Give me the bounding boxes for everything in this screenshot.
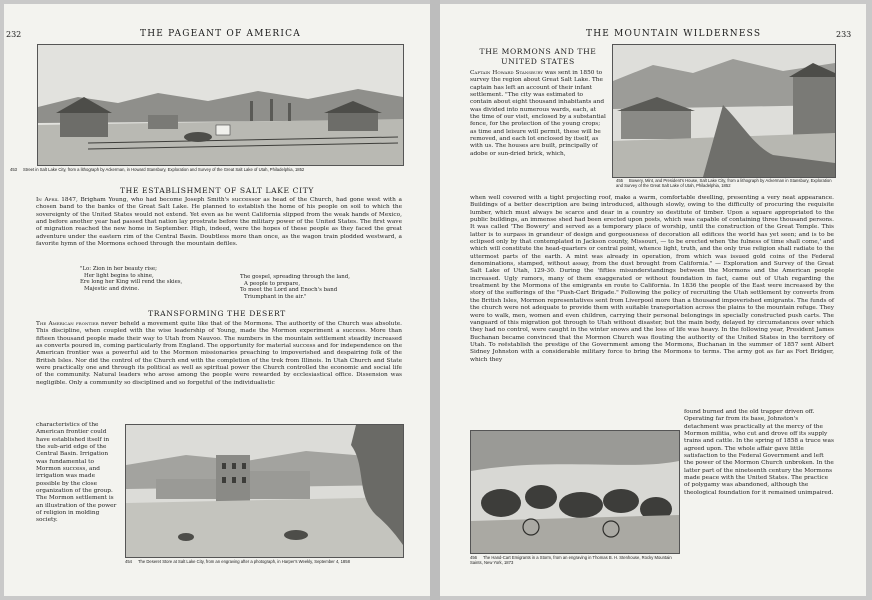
establishment-text: Brigham Young, who had become Joseph Smith's successor as head of the Church, had gone west with a chosen band to the banks of the Great Salt Lake. He planned to establish the home of his people on soil to which the sovereignty of the United States would not extend. Yet even as he went California slipped from the weak hands of Mexico, and before another year had passed that nation lay prostrate before the military power of the United States. The first wave of migration reached the new home in September. High, indeed, were the hopes of these people as they faced the great adventure under the eastern rim of the Central Basin. Doubtless more than once, as the wagon train plodded westward, a favorite hymn of the Mormons echoed through the mountain defiles. bbox=[36, 197, 402, 248]
section-heading-mormons-us bbox=[470, 47, 606, 67]
establishment-lead: In April 1847, bbox=[36, 197, 78, 203]
hymn-left-stanza bbox=[80, 266, 182, 292]
hymn-line: Majestic and divine. bbox=[84, 285, 140, 292]
figure-453-number: 453 bbox=[10, 167, 17, 172]
hymn-right-stanza bbox=[240, 274, 350, 300]
stansbury-column-text: was sent in 1850 to survey the region about Great Salt Lake. The captain has left an account of their infant settlement. "The city was estimated to contain about eight thousand inhabitants and was divided into numerous wards, each, at the time of our visit, enclosed by a substantial fence, for the protection of the young crops; as time and leisure will permit, these will be removed, and each lot enclosed by itself, as with us. The houses are built, principally of adobe or sun-dried brick, which, bbox=[470, 70, 606, 157]
figure-453-caption bbox=[10, 167, 428, 172]
figure-street-salt-lake bbox=[37, 44, 404, 166]
establishment-paragraph bbox=[36, 197, 402, 248]
heading-line-1: THE MORMONS AND THE bbox=[479, 47, 597, 56]
mormons-us-full-text: when well covered with a tight projecting roof, make a warm, comfortable dwelling, presenting a very neat appearance. Buildings of a better description are being introduced, although slowly, owing to the difficulty of procuring the requisite lumber, which must always be scarce and dear in a country so destitute of timber. Upon a square appropriated to the public buildings, an immense shed had been erected upon posts, which was capable of containing three thousand persons. It was called 'The Bowery' and served as a temporary place of worship, until the construction of the Great Temple. This latter is to surpass in grandeur of design and gorgeousness of decoration all edifices the world has yet seen; and is to be eclipsed only by that contemplated in Jackson county, Missouri, — to be erected when 'the fulness of time shall come,' and which will constitute the head-quarters or central point, whence light, truth, and the only true religion shall radiate to the uttermost parts of the earth. A mint was already in operation, from which was issued gold coins of the Federal denominations, stamped, without assay, from the dust brought from California." — Exploration and Survey of the Great Salt Lake of Utah, 129-30. During the 'fifties misunderstandings between the Mormons and the American people increased. Ugly rumors, many of them exaggerated or without foundation in fact, came out of Utah regarding the treatment by the Mormons of the emigrants en route to California. In 1836 the people of the East were increased by the story of the sufferings of the "Push-Cart Brigade." Following the policy of recruiting the Utah settlement by converts from the British Isles, Mormon representatives sent from Liverpool more than a thousand impoverished emigrants. The funds of the church were not adequate to provide them with suitable transportation across the plains to the mountain refuge. They were to walk, men, women and even children, carrying their personal belongings in specially constructed push carts. The vanguard of this migration got through to Utah without disaster, but the main body, delayed by circumstances over which they had no control, were caught in the winter snows and the loss of life was heavy. In the following year, President James Buchanan became convinced that the Mormon Church was flouting the authority of the United States in the territory of Utah. To reëstablish the prestige of the Government among the Mormons, Buchanan in the summer of 1857 sent Albert Sidney Johnston with a considerable military force to bring the Mormons to terms. The army got as far as Fort Bridger, which they bbox=[470, 195, 834, 363]
figure-454-number: 454 bbox=[125, 559, 132, 564]
figure-456-caption bbox=[470, 555, 680, 565]
mormons-us-side-text: found burned and the old trapper driven off. Operating far from its base, Johnston's detachment was practically at the mercy of the Mormon militia, who cut and drove off its supply trains and cattle. In the spring of 1858 a truce was agreed upon. The whole affair gave little satisfaction to the Federal Government and left the power of the Mormon Church unbroken. In the latter part of the nineteenth century the Mormons made peace with the United States. The practice of polygamy was abandoned, although the theological foundation for it remained unimpaired. bbox=[684, 409, 834, 496]
left-page-number: 232 bbox=[6, 30, 22, 39]
transforming-paragraph bbox=[36, 321, 402, 387]
hymn-line: Her light begins to shine, bbox=[84, 272, 154, 279]
figure-456-number: 456 bbox=[470, 555, 477, 560]
figure-deseret-store bbox=[125, 424, 404, 558]
figure-456-caption-text: The Hand-Cart Emigrants in a Storm, from an engraving in Thomas B. H. Stenhouse, Rocky Mountain Saints, New York, 1873 bbox=[470, 555, 672, 565]
figure-455-caption bbox=[616, 178, 834, 188]
section-heading-transforming: TRANSFORMING THE DESERT bbox=[148, 309, 286, 318]
figure-453-caption-text: Street in Salt Lake City, from a lithograph by Ackerman, in Howard Stansbury, Exploration and Survey of the Great Salt Lake of Utah, Philadelphia, 1852 bbox=[23, 167, 305, 172]
section-heading-establishment: THE ESTABLISHMENT OF SALT LAKE CITY bbox=[120, 186, 314, 195]
transforming-side-paragraph: characteristics of the American frontier could have established itself in the sub-arid edge of the Central Basin. Irrigation was fundamental to Mormon success, and irrigation was made possible by the close organization of the group. The Mormon settlement is an illustration of the power of religion in molding society. bbox=[36, 422, 117, 524]
left-running-head: THE PAGEANT OF AMERICA bbox=[140, 29, 301, 39]
figure-454-caption-text: The Deseret Store at Salt Lake City, from an engraving after a photograph, in Harper's Weekly, September 4, 1858 bbox=[138, 559, 350, 564]
figure-454-caption bbox=[125, 559, 402, 564]
hymn-line: "Lo: Zion in her beauty rise; bbox=[80, 266, 157, 272]
figure-bowery-mint bbox=[612, 44, 836, 178]
page-gutter bbox=[430, 0, 440, 600]
transforming-text: never beheld a movement quite like that of the Mormons. The authority of the Church was absolute. This discipline, when coupled with the wise leadership of Young, made the Mormon experiment a success. More than fifteen thousand people made their way to Utah from Nauvoo. The numbers in the mountain settlement steadily increased as converts poured in, coming particularly from England. The opportunity for material success and for independence on the American frontier was a powerful aid to the Mormon missionaries preaching to impoverished and despairing folk of the British Isles. Nor did the control of the Church end with the completion of the trek from Illinois. In Utah Church and State were practically one and through its political as well as spiritual power the Church controlled the economic and social life of the community. Natural leaders who arose among the people were rewarded by ecclesiastical office. Dissension was negligible. Only a community so disciplined and so forgetful of the individualistic bbox=[36, 321, 403, 386]
figure-hand-cart-emigrants bbox=[470, 430, 680, 554]
left-page bbox=[4, 4, 430, 596]
hymn-line: The gospel, spreading through the land, bbox=[240, 274, 350, 280]
right-running-head: THE MOUNTAIN WILDERNESS bbox=[586, 29, 762, 39]
stansbury-lead: Captain Howard Stansbury bbox=[470, 70, 543, 76]
heading-line-2: UNITED STATES bbox=[501, 57, 575, 66]
figure-455-number: 455 bbox=[616, 178, 623, 183]
figure-455-caption-text: Bowery, Mint, and President's House, Salt Lake City, from a lithograph by Ackerman in Stansbury, Exploration and Survey of the Great Salt Lake of Utah, Philadelphia, 1852 bbox=[616, 178, 832, 188]
hymn-line: Triumphant in the air." bbox=[244, 293, 307, 300]
hymn-line: Ere long her King will rend the skies, bbox=[80, 279, 183, 286]
right-page bbox=[440, 4, 866, 596]
transforming-lead: The American frontier bbox=[36, 321, 99, 327]
hymn-line: To meet the Lord and Enoch's band bbox=[240, 287, 338, 294]
right-page-number: 233 bbox=[836, 30, 852, 39]
stansbury-column bbox=[470, 70, 606, 158]
hymn-line: A people to prepare, bbox=[244, 280, 301, 287]
